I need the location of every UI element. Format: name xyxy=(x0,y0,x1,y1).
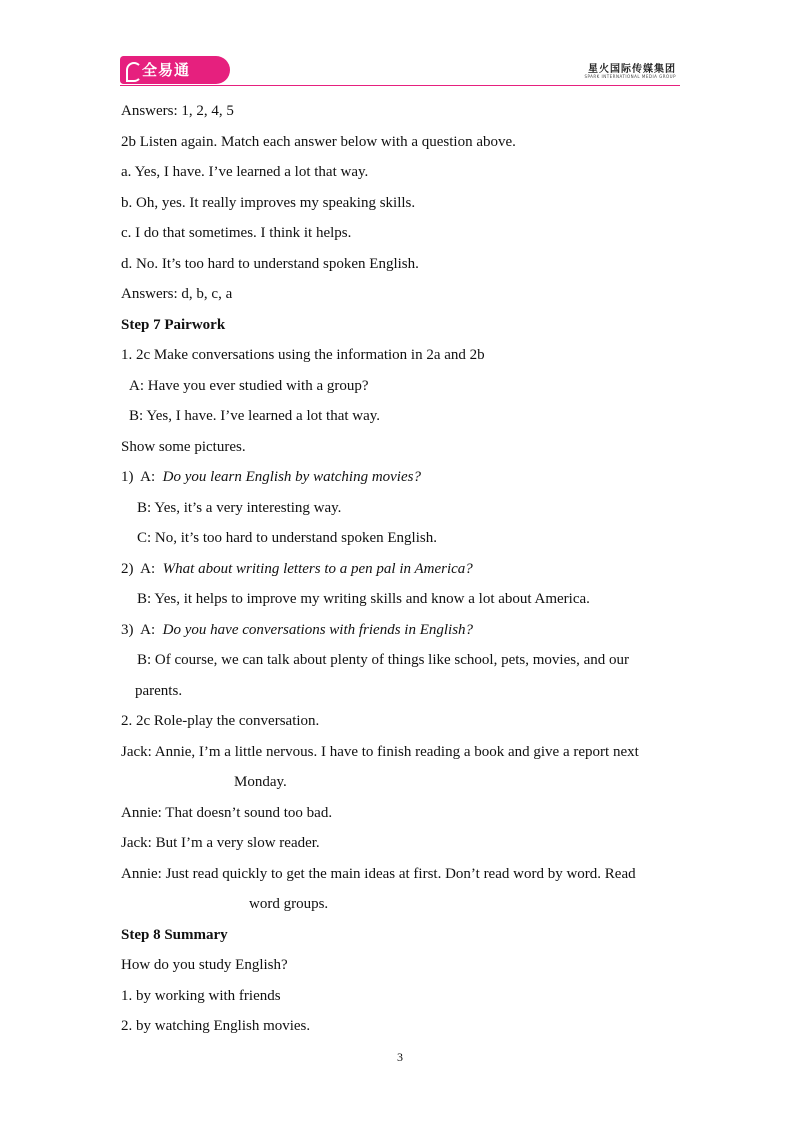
dialogue-line: C: No, it’s too hard to understand spoken English. xyxy=(137,530,437,546)
dialogue-line: word groups. xyxy=(249,896,329,912)
task-line: 2. 2c Role-play the conversation. xyxy=(121,713,320,729)
dialogue-question: Do you have conversations with friends in English? xyxy=(162,621,474,638)
dialogue-line: B: Of course, we can talk about plenty of things like school, pets, movies, and our xyxy=(137,652,629,668)
answers-line: Answers: d, b, c, a xyxy=(121,286,233,302)
dialogue-line: B: Yes, it’s a very interesting way. xyxy=(137,499,342,516)
dialogue-prefix: 2) A: xyxy=(121,560,163,577)
step-heading: Step 7 Pairwork xyxy=(121,316,226,333)
dialogue-line: B: Yes, I have. I’ve learned a lot that way. xyxy=(129,408,381,424)
step-heading: Step 8 Summary xyxy=(121,926,228,943)
header-divider xyxy=(120,85,680,86)
dialogue-line: B: Yes, it helps to improve my writing skills and know a lot about America. xyxy=(137,591,590,607)
dialogue-line: Jack: But I’m a very slow reader. xyxy=(121,835,320,851)
exercise-instruction: 2b Listen again. Match each answer below with a question above. xyxy=(121,133,516,150)
dialogue-line xyxy=(121,615,686,646)
dialogue-line: Annie: That doesn’t sound too bad. xyxy=(121,804,333,821)
dialogue-line: A: Have you ever studied with a group? xyxy=(129,377,369,394)
task-line: 1. 2c Make conversations using the information in 2a and 2b xyxy=(121,347,485,363)
dialogue-line: Jack: Annie, I’m a little nervous. I have to finish reading a book and give a report next xyxy=(121,743,639,760)
summary-question: How do you study English? xyxy=(121,957,288,973)
dialogue-prefix: 3) A: xyxy=(121,621,163,638)
page-number: 3 xyxy=(397,1050,403,1064)
page-header xyxy=(120,54,680,86)
brand-logo: 全易通 xyxy=(120,56,230,84)
answer-option: b. Oh, yes. It really improves my speaking skills. xyxy=(121,194,416,211)
dialogue-line: Monday. xyxy=(234,774,287,790)
instruction-line: Show some pictures. xyxy=(121,438,246,455)
publisher-name-en: SPARK INTERNATIONAL MEDIA GROUP xyxy=(584,74,676,79)
publisher-name: 星火国际传媒集团 xyxy=(588,64,676,75)
dialogue-question: Do you learn English by watching movies? xyxy=(162,469,421,485)
dialogue-line xyxy=(121,462,686,493)
summary-item: 2. by watching English movies. xyxy=(121,1018,311,1034)
document-body xyxy=(121,96,686,1042)
dialogue-line: parents. xyxy=(135,682,183,699)
answer-option: c. I do that sometimes. I think it helps. xyxy=(121,225,352,241)
dialogue-line xyxy=(121,554,686,585)
answer-option: d. No. It’s too hard to understand spoken English. xyxy=(121,255,419,272)
answer-option: a. Yes, I have. I’ve learned a lot that way. xyxy=(121,164,369,180)
answers-line: Answers: 1, 2, 4, 5 xyxy=(121,103,234,119)
dialogue-question: What about writing letters to a pen pal in America? xyxy=(162,560,473,577)
summary-item: 1. by working with friends xyxy=(121,987,281,1004)
dialogue-line: Annie: Just read quickly to get the main ideas at first. Don’t read word by word. Read xyxy=(121,865,636,882)
dialogue-prefix: 1) A: xyxy=(121,469,163,485)
